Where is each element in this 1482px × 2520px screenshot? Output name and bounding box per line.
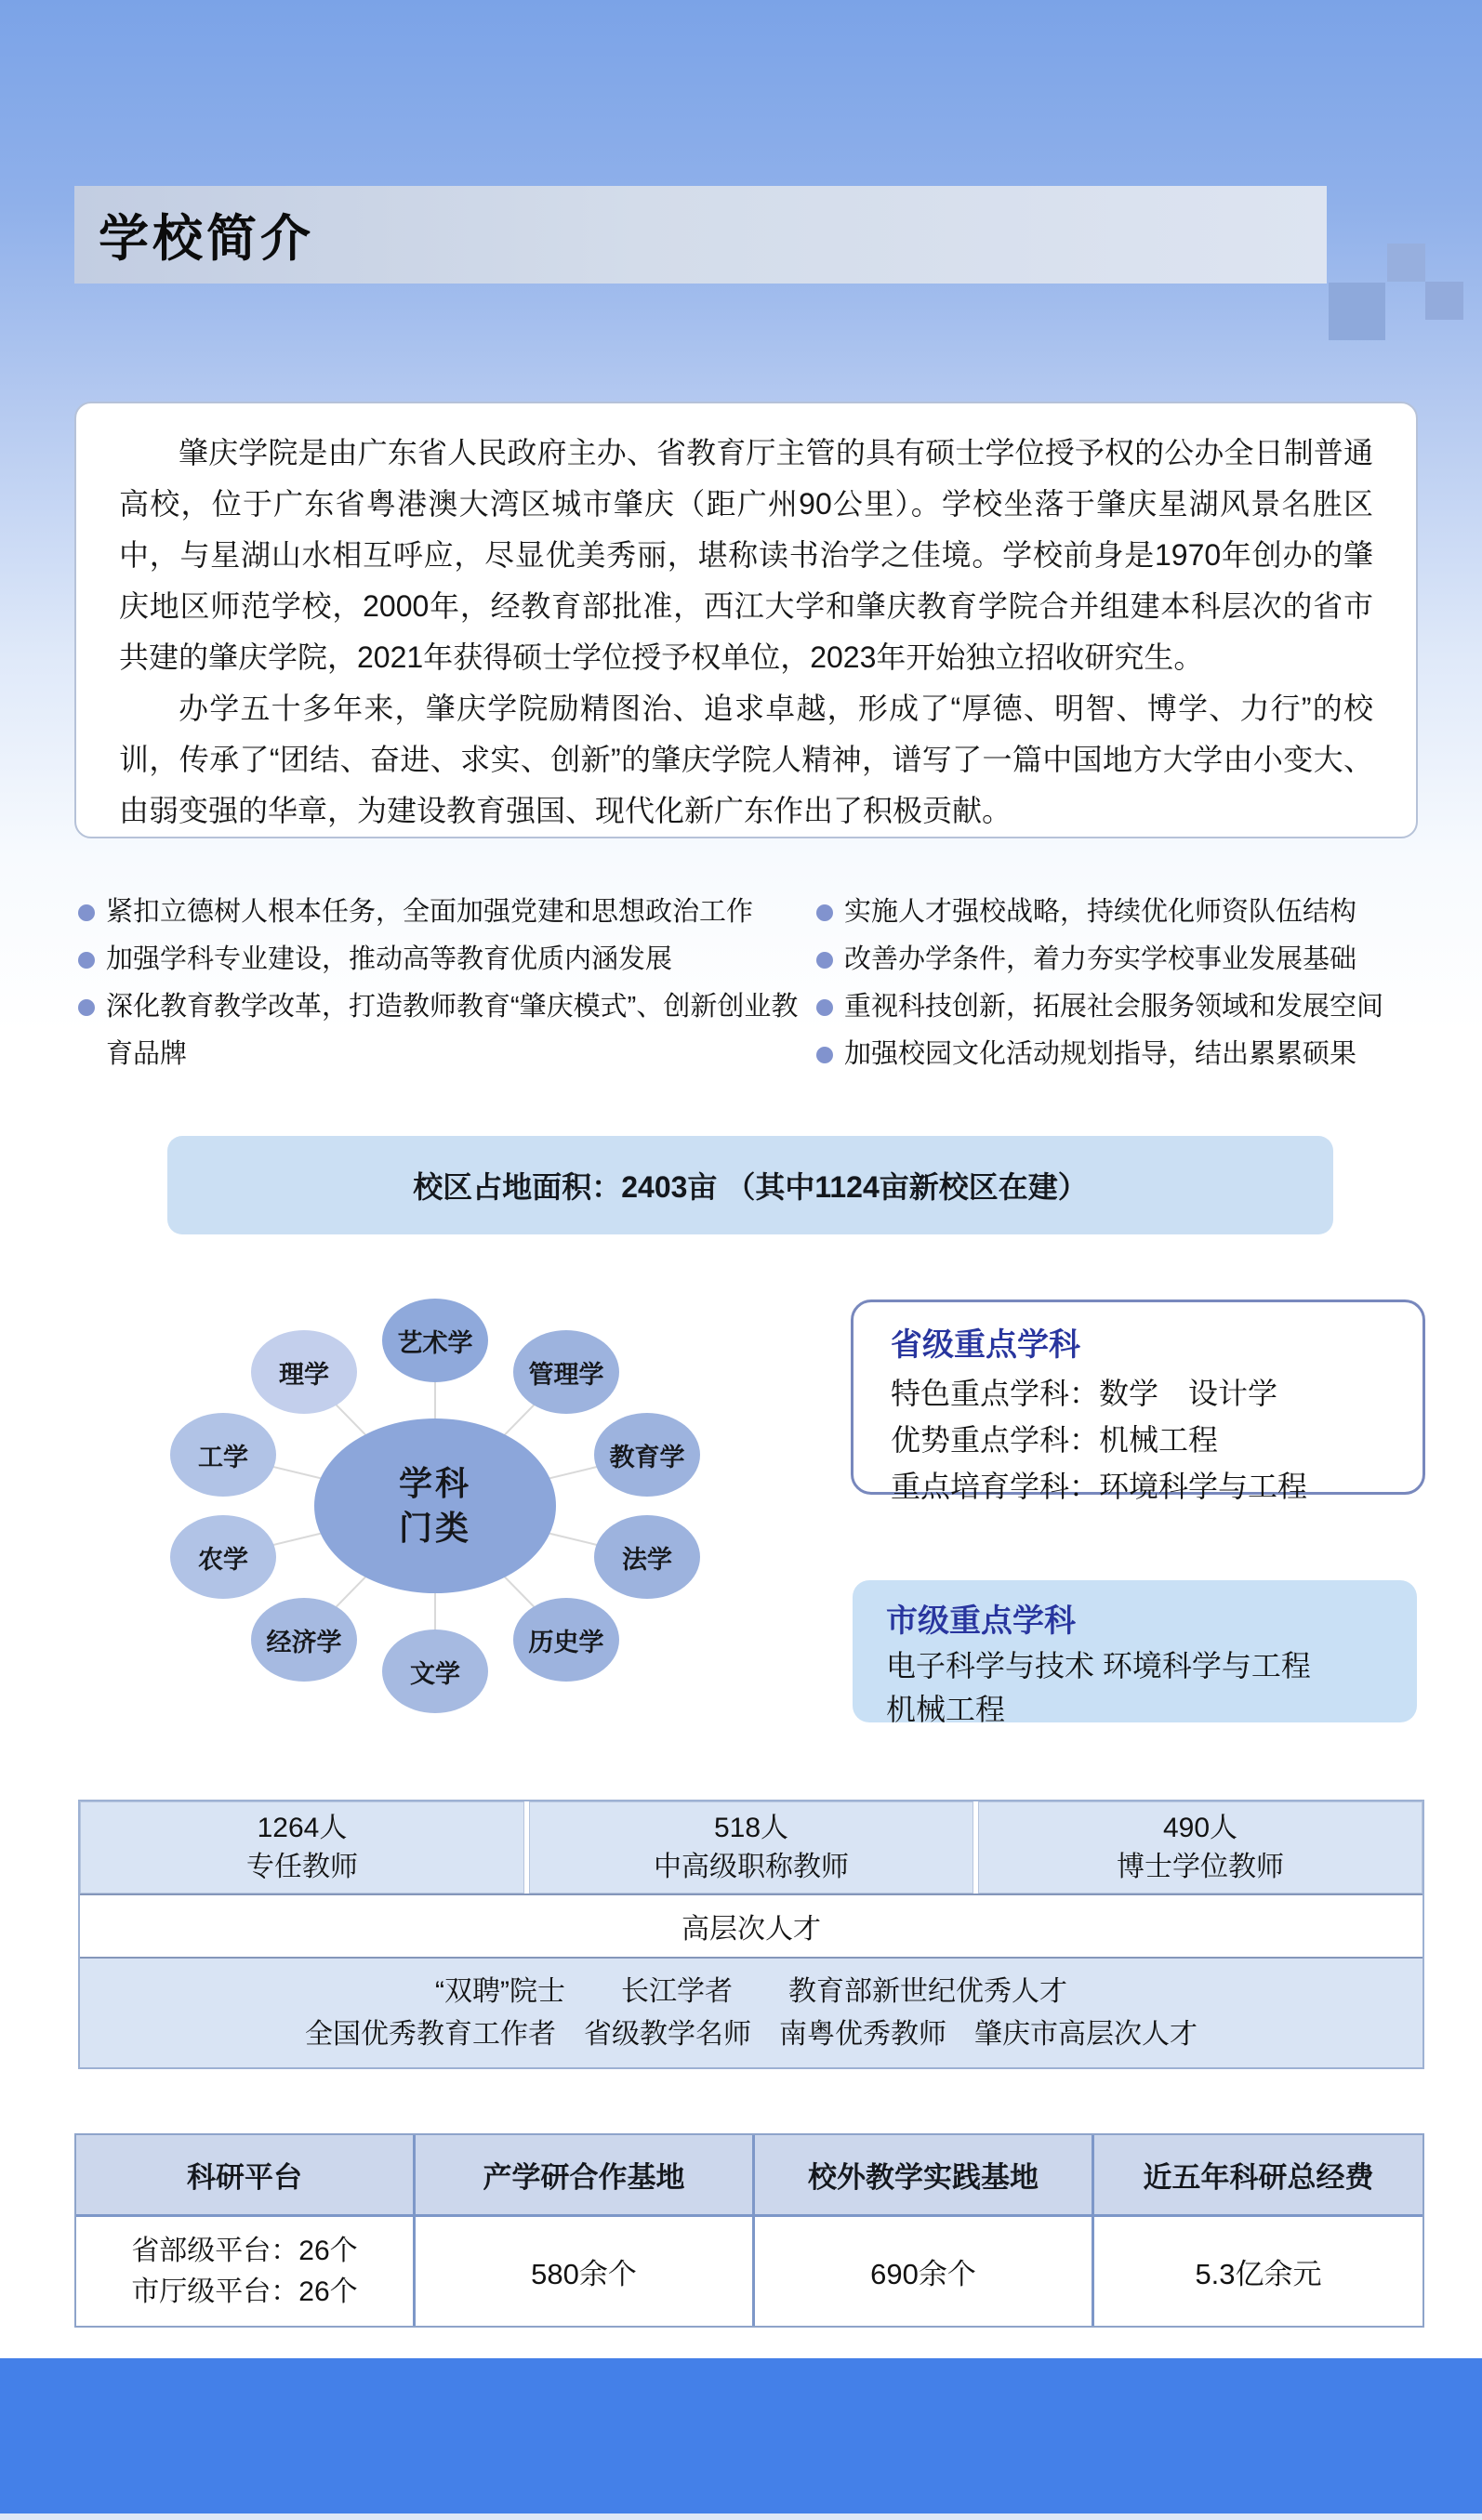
discipline-center-bubble <box>314 1418 556 1593</box>
footer-bottom-strip <box>0 2513 1482 2520</box>
node-literature: 文学 <box>382 1629 488 1713</box>
research-header-cell: 产学研合作基地 <box>416 2135 755 2217</box>
research-header-cell: 科研平台 <box>76 2135 416 2217</box>
bullet-dot-icon <box>816 999 833 1016</box>
bullet-list-left <box>78 889 805 1078</box>
bullet-dot-icon <box>816 1047 833 1063</box>
faculty-stat-label: 专任教师 <box>246 1851 358 1882</box>
faculty-talents-line: 全国优秀教育工作者 省级教学名师 南粤优秀教师 肇庆市高层次人才 <box>305 2018 1198 2050</box>
deco-square-3 <box>1425 282 1463 320</box>
area-banner <box>167 1136 1333 1234</box>
research-platform-line: 省部级平台：26个 <box>131 2235 358 2266</box>
intro-card <box>74 402 1418 838</box>
page-title: 学校简介 <box>99 211 314 267</box>
node-law: 法学 <box>594 1515 700 1599</box>
faculty-stat-cell <box>80 1801 524 1893</box>
node-education: 教育学 <box>594 1413 700 1497</box>
discipline-center-line1: 学科 <box>398 1464 471 1502</box>
node-history: 历史学 <box>513 1598 619 1682</box>
municipal-card-title: 市级重点学科 <box>886 1603 1076 1639</box>
provincial-line: 特色重点学科：数学 设计学 <box>891 1377 1278 1410</box>
provincial-line: 重点培育学科：环境科学与工程 <box>891 1470 1308 1503</box>
bullet-text: 加强学科专业建设，推动高等教育优质内涵发展 <box>106 944 673 974</box>
area-banner-text: 校区占地面积：2403亩 （其中1124亩新校区在建） <box>413 1170 1088 1204</box>
node-agriculture: 农学 <box>170 1515 276 1599</box>
bullet-item <box>78 889 805 936</box>
node-science: 理学 <box>251 1330 357 1414</box>
bullet-item <box>816 936 1482 983</box>
municipal-key-disciplines-card <box>853 1580 1417 1726</box>
provincial-key-disciplines-card <box>851 1300 1425 1503</box>
bullet-dot-icon <box>78 904 95 921</box>
bullet-item <box>816 983 1482 1031</box>
faculty-talents-row <box>80 1959 1422 2067</box>
bullet-dot-icon <box>78 999 95 1016</box>
research-value-cell <box>76 2217 416 2326</box>
bullet-item <box>78 983 805 1078</box>
research-value-cell: 690余个 <box>755 2217 1094 2326</box>
bullet-item <box>816 889 1482 936</box>
bullet-dot-icon <box>816 952 833 969</box>
faculty-stats-row <box>80 1801 1422 1893</box>
municipal-line: 电子科学与技术 环境科学与工程 <box>886 1649 1311 1682</box>
research-value-cell: 580余个 <box>416 2217 755 2326</box>
research-header-cell: 校外教学实践基地 <box>755 2135 1094 2217</box>
node-economics: 经济学 <box>251 1598 357 1682</box>
bullet-text: 加强校园文化活动规划指导，结出累累硕果 <box>844 1039 1357 1069</box>
municipal-line: 机械工程 <box>886 1693 1006 1726</box>
faculty-middle-row: 高层次人才 <box>80 1893 1422 1959</box>
intro-paragraph-1: 肇庆学院是由广东省人民政府主办、省教育厅主管的具有硕士学位授予权的公办全日制普通高校，位于广东省粤港澳大湾区城市肇庆（距广州90公里）。学校坐落于肇庆星湖风景名胜区中，与星湖山水相互呼应，尽显优美秀丽，堪称读书治学之佳境。学校前身是1970年创办的肇庆地区师范学校，2000年，经教育部批准，西江大学和肇庆教育学院合并组建本科层次的省市共建的肇庆学院，2021年获得硕士学位授予权单位，2023年开始独立招收研究生。 <box>119 436 1373 674</box>
bullet-list-right <box>816 889 1482 1078</box>
provincial-card-title: 省级重点学科 <box>891 1327 1080 1363</box>
faculty-stat-label: 中高级职称教师 <box>654 1851 849 1882</box>
intro-paragraph-2: 办学五十多年来，肇庆学院励精图治、追求卓越，形成了“厚德、明智、博学、力行”的校训，传承了“团结、奋进、求实、创新”的肇庆学院人精神，谱写了一篇中国地方大学由小变大、由弱变强的华章，为建设教育强国、现代化新广东作出了积极贡献。 <box>119 692 1373 827</box>
faculty-stat-cell <box>529 1801 973 1893</box>
discipline-center-line2: 门类 <box>398 1509 471 1547</box>
bullet-item <box>78 936 805 983</box>
deco-square-2 <box>1329 283 1385 340</box>
research-header-cell: 近五年科研总经费 <box>1094 2135 1422 2217</box>
faculty-stats-table <box>78 1800 1424 2069</box>
discipline-diagram <box>112 1283 781 1785</box>
research-stats-table <box>74 2133 1424 2328</box>
faculty-stat-value: 518人 <box>713 1812 789 1843</box>
faculty-talents-line: “双聘”院士 长江学者 教育部新世纪优秀人才 <box>435 1975 1067 2007</box>
node-art: 艺术学 <box>382 1299 488 1382</box>
bullet-text: 改善办学条件，着力夯实学校事业发展基础 <box>844 944 1357 974</box>
faculty-stat-value: 1264人 <box>257 1812 348 1843</box>
bullet-text: 实施人才强校战略，持续优化师资队伍结构 <box>844 897 1357 927</box>
faculty-stat-cell <box>978 1801 1422 1893</box>
node-engineering: 工学 <box>170 1413 276 1497</box>
deco-square-1 <box>1387 244 1425 282</box>
bullet-text: 紧扣立德树人根本任务，全面加强党建和思想政治工作 <box>106 897 754 927</box>
provincial-line: 优势重点学科：机械工程 <box>891 1423 1219 1457</box>
page-title-band <box>74 186 1327 284</box>
node-management: 管理学 <box>513 1330 619 1414</box>
footer-band <box>0 2358 1482 2513</box>
faculty-stat-value: 490人 <box>1162 1812 1238 1843</box>
bullet-text: 重视科技创新，拓展社会服务领域和发展空间 <box>844 992 1384 1022</box>
bullet-item <box>816 1031 1482 1078</box>
faculty-stat-label: 博士学位教师 <box>1117 1851 1284 1882</box>
bullet-dot-icon <box>816 904 833 921</box>
bullet-dot-icon <box>78 952 95 969</box>
bullet-text: 深化教育教学改革，打造教师教育“肇庆模式”、创新创业教育品牌 <box>106 992 799 1069</box>
research-platform-line: 市厅级平台：26个 <box>131 2276 358 2307</box>
research-value-cell: 5.3亿余元 <box>1094 2217 1422 2326</box>
